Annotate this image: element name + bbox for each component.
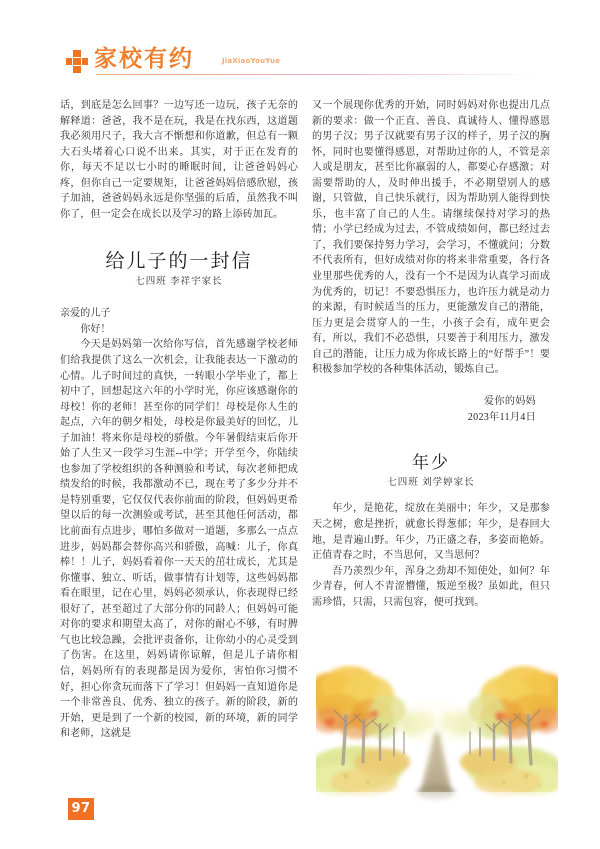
- article-title-nianshao: 年少: [412, 453, 450, 474]
- left-column: [60, 98, 298, 742]
- letter-body-continued: 又一个展现你优秀的开始，同时妈妈对你也提出几点新的要求：做一个正直、善良、真诚待人、懂得感恩的男子汉；男子汉就要有男子汉的样子，男子汉的胸怀，同时也要懂得感恩，对帮助过你的人，不管是亲人或是朋友，甚至比你羸弱的人，都要心存感激；对需要帮助的人，及时伸出援手，不必期望别人的感谢，只管做，自己快乐就行，因为帮助别人能得到快乐，也丰富了自己的人生。请继续保持对学习的热情；小学已经成为过去，不管成绩如何，都已经过去了，我们要保持努力学习，会学习，不懂就问；分数不代表所有，但好成绩对你的将来非常重要，各行各业里那些优秀的人，没有一个不是因为认真学习而成为优秀的，切记！不要恐惧压力，也许压力就是动力的来源，有时候适当的压力，更能激发自己的潜能，压力更是会贯穿人的一生，小孩子会有，成年更会有，所以，我们不必恐惧，只要善于利用压力，激发自己的潜能，让压力成为你成长路上的“好帮手”！要积极参加学校的各种集体活动，锻炼自己。: [312, 100, 550, 376]
- continued-paragraph: 话，到底是怎么回事？一边写还一边玩，孩子无奈的解释道：爸爸，我不是在玩，我是在找东西，这道题我必须用尺子，我大言不惭想和你道歉，但总有一颗大石头堵着心口说不出来。其实，对于正在发育的你，每天不足以七小时的睡眠时间，让爸爸妈妈心疼，但你自己一定要规矩，让爸爸妈妈倍感欣慰，孩子加油，爸爸妈妈永远是你坚强的后盾，虽然我不叫你了，但一定会在成长以及学习的路上添砖加瓦。: [60, 100, 298, 220]
- spacer: [60, 290, 298, 306]
- letter-salutation: 亲爱的儿子: [60, 308, 111, 320]
- spacer: [60, 222, 298, 248]
- letter-greeting: 你好！: [80, 323, 111, 335]
- plus-squares-icon: [66, 50, 88, 72]
- letter-signature: 爱你的妈妈: [484, 395, 536, 407]
- nianshao-paragraph-2: 吾乃羡烈少年，浑身之劲却不知使处，如何？年少青春，何人不青涩懵懂，叛逆至极？虽如此，但只需珍惜，只需，只需包容，便可找到。: [312, 565, 550, 608]
- masthead-subtitle: JiaXiaoYouYue: [222, 57, 281, 65]
- autumn-tree-path-watercolor: [316, 664, 558, 810]
- article-byline-letter: 七四班 李祥宇家长: [135, 277, 223, 288]
- article-title-letter: 给儿子的一封信: [105, 250, 253, 273]
- spacer: [312, 425, 550, 451]
- masthead: [60, 44, 540, 84]
- spacer: [312, 378, 550, 394]
- page-number-badge: 97: [68, 798, 94, 820]
- right-column: [312, 98, 550, 610]
- masthead-title: 家校有约: [94, 46, 194, 72]
- nianshao-paragraph-1: 年少，是艳花，绽放在美丽中；年少，又是那参天之树，愈是挫折，就愈长得葱郁；年少，是春回大地，是青遍山野。年少，乃正盛之春，多姿而艳娇。正值青春之时，不当思何，又当思何？: [312, 503, 550, 562]
- article-byline-nianshao: 七四班 刘学婷家长: [387, 478, 475, 489]
- masthead-divider: [96, 74, 540, 75]
- letter-body-paragraph: 今天是妈妈第一次给你写信，首先感谢学校老师们给我提供了这么一次机会，让我能表达一下激动的心情。儿子时间过的真快，一转眼小学毕业了，都上初中了，回想起这六年的小学时光，你应该感谢你的母校！你的老师！甚至你的同学们！母校是你人生的起点，六年的朝夕相处，母校是你最美好的回忆，儿子加油！将来你是母校的骄傲。今年暑假结束后你开始了人生又一段学习生涯--中学；开学至今，你陆续也参加了学校组织的各种测验和考试，每次老师把成绩发给的时候，我都激动不已，现在考了多少分并不是特别重要，它仅仅代表你前面的阶段，但妈妈更希望以后的每一次测验或考试，甚至其他任何活动，都比前面有点进步，哪怕多做对一道题，多那么一点点进步，妈妈都会替你高兴和骄傲，高喊：儿子，你真棒！！儿子，妈妈看着你一天天的茁壮成长，尤其是你懂事、独立、听话，做事情有计划等，这些妈妈都看在眼里，记在心里，妈妈必须承认，你表现得已经很好了，甚至超过了大部分你的同龄人；但妈妈可能对你的要求和期望太高了，对你的耐心不够，有时脾气也比较急躁，会批评责备你，让你幼小的心灵受到了伤害。在这里，妈妈请你谅解，但是儿子请你相信，妈妈所有的表现都是因为爱你，害怕你习惯不好，担心你贪玩而落下了学习！但妈妈一直知道你是一个非常善良、优秀、独立的孩子。新的阶段，新的开始，更是到了一个新的校园，新的环境，新的同学和老师，这就是: [60, 339, 298, 740]
- letter-date: 2023年11月4日: [467, 411, 536, 423]
- spacer: [312, 491, 550, 501]
